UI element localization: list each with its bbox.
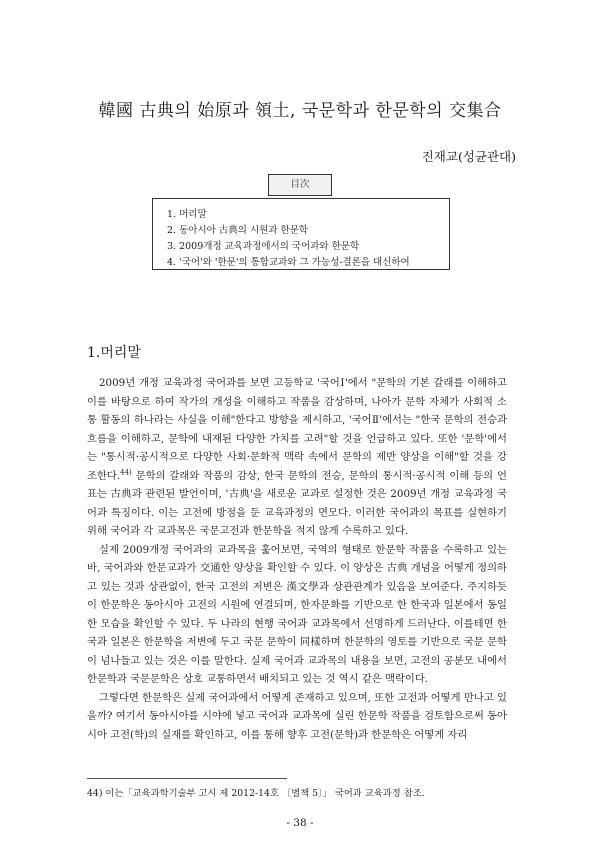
page-number: - 38 - <box>286 817 314 829</box>
toc-item: 4. '국어'와 '한문'의 통합교과와 그 가능성-결론을 대신하여 <box>167 257 410 268</box>
paper-title: 韓國 古典의 始原과 領土, 국문학과 한문학의 交集合 <box>98 101 502 121</box>
toc-item: 2. 동아시아 古典의 시원과 한문학 <box>167 225 309 236</box>
paragraph: 그렇다면 한문학은 실제 국어과에서 어떻게 존재하고 있으며, 또한 고전과 어떻게 만나고 있을까? 여기서 동아시아를 시야에 넣고 국어과 교과목에 실린 한문학 작품을 검토함으로써 동아시아 고전(학)의 실재를 확인하고, 이를 통해 향후 고전(문학)과 한문학은 어떻게 자리 <box>87 691 507 741</box>
footnote-divider <box>87 778 287 779</box>
author-affiliation: 진재교(성균관대) <box>421 149 516 164</box>
paragraph: 실제 2009개정 국어과의 교과목을 훑어보면, 국역의 형태로 한문학 작품을 수록하고 있는 바, 국어과와 한문교과가 交通한 양상을 확인할 수 있다. 이 양상은 古典 개념을 어떻게 정의하고 있는 것과 상관없이, 한국 고전의 저변은 漢文學과 상관관계가 있음을 보여준다. 주지하듯이 한문학은 동아시아 고전의 시원에 연결되며, 한자문화를 기반으로 한 한국과 일본에서 동일한 모습을 확인할 수 있다. 두 나라의 현행 국어과 교과목에서 선명하게 드러난다. 이를테면 한국과 일본은 한문학을 저변에 두고 국문 문학이 同樣하며 한문학의 영토를 기반으로 국문 문학이 넘나들고 있는 것은 이를 말한다. 실제 국어과 교과목의 내용을 보면, 고전의 공분모 내에서 한문학과 국문문학은 상호 교통하면서 배치되고 있는 것 역시 같은 맥락이다. <box>87 543 507 685</box>
toc-item: 1. 머리말 <box>167 209 207 220</box>
paragraph-text: 2009년 개정 교육과정 국어과를 보면 고등학교 '국어Ⅰ'에서 "문학의 기본 갈래를 이해하고 이를 바탕으로 하여 작가의 개성을 이해하고 작품을 감상하며, 나아가 문학 자체가 사회적 소통 활동의 하나라는 사실을 이해"한다고 방향을 제시하고, '국어Ⅱ'에서는 "한국 문학의 전승과 흐름을 이해하고, 문학에 내재된 다양한 가치를 고려"할 것을 언급하고 있다. 또한 '문학'에서는 "통시적·공시적으로 다양한 사회·문화적 맥락 속에서 문학의 제반 양상을 이해"할 것을 강조한다. <box>87 377 507 482</box>
table-of-contents <box>152 198 450 270</box>
paragraph <box>87 374 507 541</box>
footnote: 44) 이는「교육과학기술부 고시 제 2012-14호 〔별책 5〕」 국어과 교육과정 참조. <box>87 788 425 799</box>
paragraph-text: 문학의 갈래와 작품의 감상, 한국 문학의 전승, 문학의 통시적·공시적 이해 등의 언표는 古典과 관련된 발언이며, '古典'을 새로운 교과로 설정한 것은 2009년 개정 교육과정 국어과 특징이다. 이는 고전에 방점을 둔 교육과정의 면모다. 이러한 국어과의 목표를 실현하기 위해 국어과 각 교과목은 국문고전과 한문학을 적지 않게 수록하고 있다. <box>87 469 507 537</box>
footnote-reference: 44) <box>120 468 132 477</box>
body-text <box>87 374 507 744</box>
section-heading: 1.머리말 <box>87 345 141 361</box>
toc-label: 目次 <box>268 174 332 196</box>
toc-item: 3. 2009개정 교육과정에서의 국어과와 한문학 <box>167 241 360 252</box>
